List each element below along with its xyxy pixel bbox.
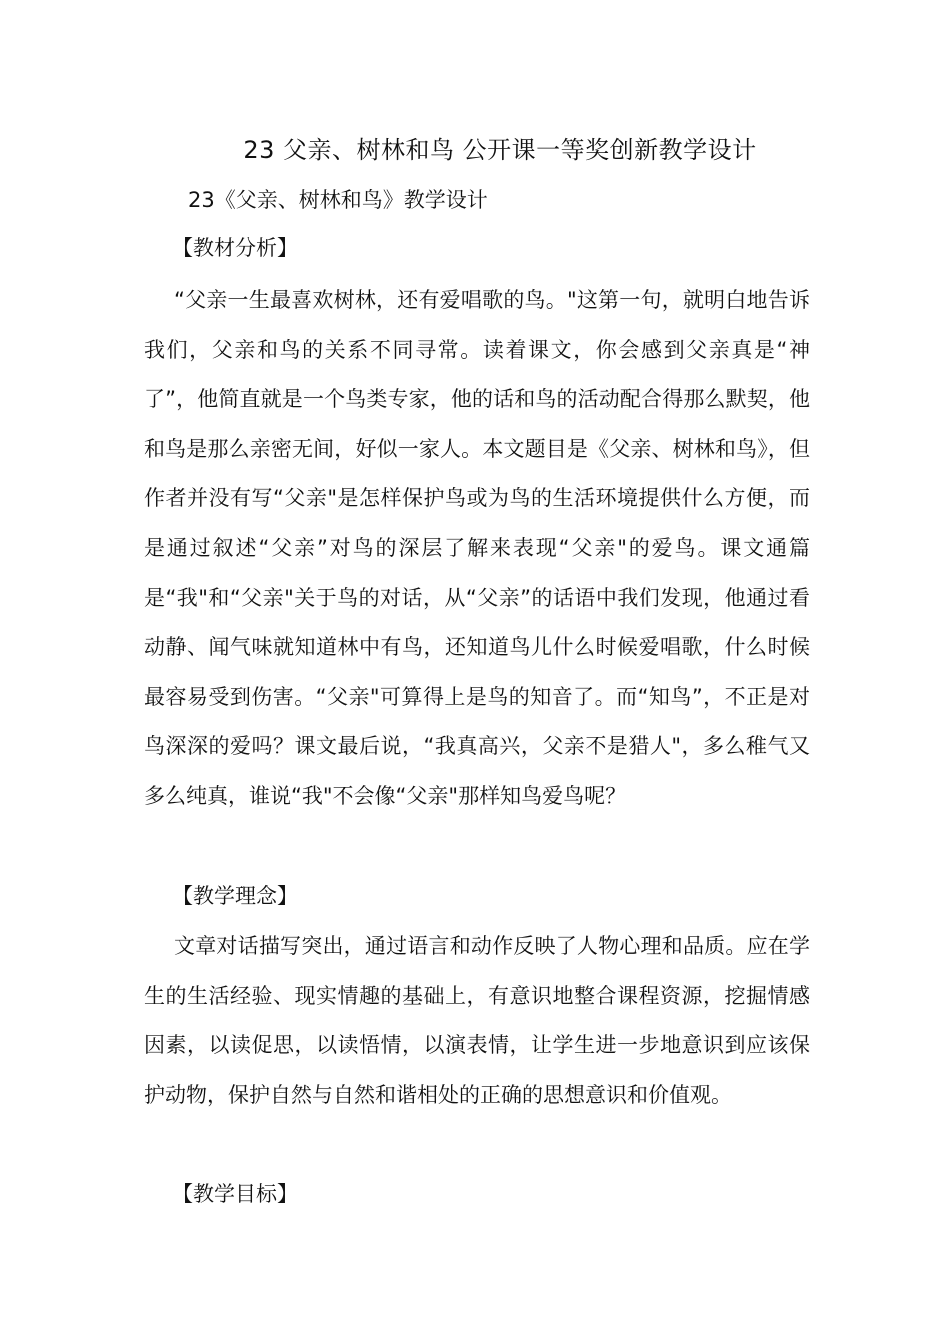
section-heading-material-analysis: 【教材分析】 <box>172 236 298 260</box>
document-title: 23 父亲、树林和鸟 公开课一等奖创新教学设计 <box>243 136 757 164</box>
document-subtitle: 23《父亲、树林和鸟》教学设计 <box>188 188 488 212</box>
section-body-material-analysis: “父亲一生最喜欢树林，还有爱唱歌的鸟。"这第一句，就明白地告诉我们，父亲和鸟的关系不同寻常。读着课文，你会感到父亲真是“神了”，他简直就是一个鸟类专家，他的话和鸟的活动配合得那么默契，他和鸟是那么亲密无间，好似一家人。本文题目是《父亲、树林和鸟》，但作者并没有写“父亲"是怎样保护鸟或为鸟的生活环境提供什么方便，而是通过叙述“父亲”对鸟的深层了解来表现“父亲"的爱鸟。课文通篇是“我"和“父亲"关于鸟的对话，从“父亲”的话语中我们发现，他通过看动静、闻气味就知道林中有鸟，还知道鸟儿什么时候爱唱歌，什么时候最容易受到伤害。“父亲"可算得上是鸟的知音了。而“知鸟”，不正是对鸟深深的爱吗？课文最后说，“我真高兴，父亲不是猎人"，多么稚气又多么纯真，谁说“我"不会像“父亲"那样知鸟爱鸟呢？ <box>144 288 810 808</box>
section-heading-teaching-philosophy: 【教学理念】 <box>172 884 298 908</box>
section-body-teaching-philosophy: 文章对话描写突出，通过语言和动作反映了人物心理和品质。应在学生的生活经验、现实情趣的基础上，有意识地整合课程资源，挖掘情感因素，以读促思，以读悟情，以演表情，让学生进一步地意识到应该保护动物，保护自然与自然和谐相处的正确的思想意识和价值观。 <box>144 934 810 1107</box>
section-heading-teaching-goals: 【教学目标】 <box>172 1182 298 1206</box>
